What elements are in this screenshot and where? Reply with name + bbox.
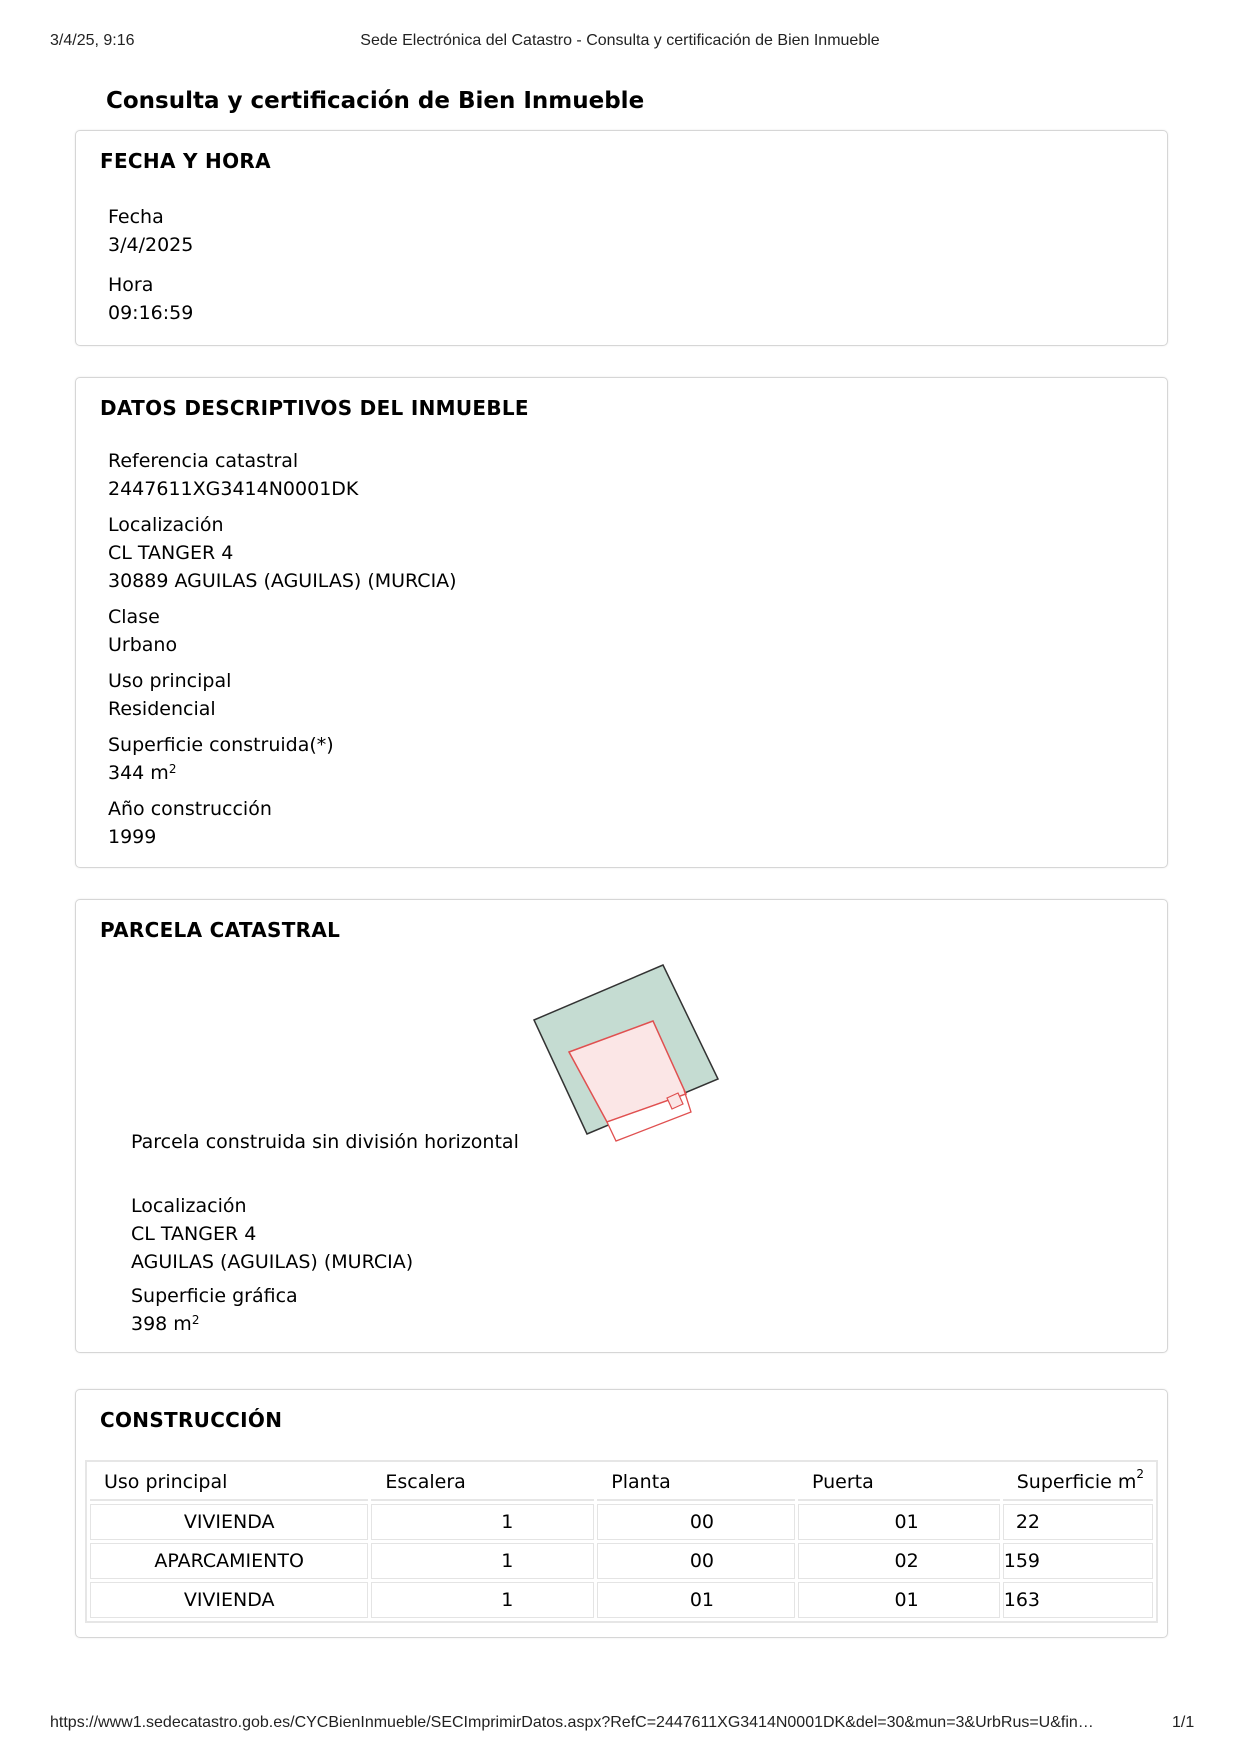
header-uso: Uso principal xyxy=(90,1465,368,1501)
print-datetime: 3/4/25, 9:16 xyxy=(50,32,135,49)
header-superficie xyxy=(1003,1465,1153,1501)
cell-planta: 01 xyxy=(597,1582,795,1618)
header-puerta: Puerta xyxy=(798,1465,1000,1501)
cell-superficie: 22 xyxy=(1003,1504,1153,1540)
hora-label: Hora xyxy=(108,274,154,296)
anio-label: Año construcción xyxy=(108,798,272,820)
parcel-map xyxy=(526,964,806,1164)
referencia-value: 2447611XG3414N0001DK xyxy=(108,478,359,500)
construccion-table xyxy=(85,1460,1158,1623)
print-page-number: 1/1 xyxy=(1172,1714,1195,1731)
parcela-sup-label: Superficie gráfica xyxy=(131,1285,298,1307)
superficie-label: Superficie construida(*) xyxy=(108,734,334,756)
fecha-hora-title: FECHA Y HORA xyxy=(100,149,271,173)
parcela-superficie-field xyxy=(131,1282,298,1338)
cell-puerta: 01 xyxy=(798,1504,1000,1540)
uso-field xyxy=(108,667,231,723)
header-escalera: Escalera xyxy=(371,1465,594,1501)
construccion-title: CONSTRUCCIÓN xyxy=(100,1408,283,1432)
fecha-field xyxy=(108,203,193,259)
construccion-card xyxy=(75,1389,1168,1638)
print-url: https://www1.sedecatastro.gob.es/CYCBienInmueble/SECImprimirDatos.aspx?RefC=2447611XG3414N0001DK&del=30&mun=3&UrbRus=U&fin… xyxy=(50,1714,1094,1731)
cell-escalera: 1 xyxy=(371,1543,594,1579)
cell-superficie: 163 xyxy=(1003,1582,1153,1618)
print-page-title: Sede Electrónica del Catastro - Consulta y certificación de Bien Inmueble xyxy=(360,32,880,49)
fecha-label: Fecha xyxy=(108,206,164,228)
cell-uso: APARCAMIENTO xyxy=(90,1543,368,1579)
superficie-value: 344 m xyxy=(108,762,169,784)
cell-puerta: 01 xyxy=(798,1582,1000,1618)
table-row xyxy=(90,1504,1153,1540)
page-title: Consulta y certificación de Bien Inmueble xyxy=(106,88,645,114)
header-superficie-exponent: 2 xyxy=(1136,1467,1144,1481)
localizacion-label: Localización xyxy=(108,514,224,536)
header-superficie-label: Superficie m xyxy=(1016,1471,1137,1493)
cell-uso: VIVIENDA xyxy=(90,1582,368,1618)
table-row xyxy=(90,1543,1153,1579)
cell-uso: VIVIENDA xyxy=(90,1504,368,1540)
cell-puerta: 02 xyxy=(798,1543,1000,1579)
clase-label: Clase xyxy=(108,606,160,628)
localizacion-field xyxy=(108,511,457,595)
fecha-hora-card xyxy=(75,130,1168,346)
cell-superficie: 159 xyxy=(1003,1543,1153,1579)
table-header-row xyxy=(90,1465,1153,1501)
header-planta: Planta xyxy=(597,1465,795,1501)
parcela-localizacion-field xyxy=(131,1192,413,1276)
parcela-sup-exponent: 2 xyxy=(191,1313,200,1327)
parcela-tipo: Parcela construida sin división horizontal xyxy=(131,1131,519,1153)
parcela-loc-line2: AGUILAS (AGUILAS) (MURCIA) xyxy=(131,1251,414,1273)
cell-planta: 00 xyxy=(597,1504,795,1540)
datos-card xyxy=(75,377,1168,868)
hora-field xyxy=(108,271,193,327)
uso-value: Residencial xyxy=(108,698,216,720)
clase-value: Urbano xyxy=(108,634,178,656)
anio-field xyxy=(108,795,272,851)
parcela-sup-value-line xyxy=(131,1310,298,1338)
parcela-title: PARCELA CATASTRAL xyxy=(100,918,341,942)
localizacion-line1: CL TANGER 4 xyxy=(108,542,234,564)
referencia-label: Referencia catastral xyxy=(108,450,299,472)
cell-planta: 00 xyxy=(597,1543,795,1579)
clase-field xyxy=(108,603,177,659)
superficie-value-line xyxy=(108,759,334,787)
superficie-field xyxy=(108,731,334,787)
parcela-card xyxy=(75,899,1168,1353)
hora-value: 09:16:59 xyxy=(108,302,194,324)
datos-title: DATOS DESCRIPTIVOS DEL INMUEBLE xyxy=(100,396,529,420)
superficie-exponent: 2 xyxy=(168,762,177,776)
fecha-value: 3/4/2025 xyxy=(108,234,194,256)
uso-label: Uso principal xyxy=(108,670,232,692)
cell-escalera: 1 xyxy=(371,1582,594,1618)
anio-value: 1999 xyxy=(108,826,157,848)
referencia-field xyxy=(108,447,358,503)
parcela-loc-label: Localización xyxy=(131,1195,247,1217)
table-row xyxy=(90,1582,1153,1618)
parcela-sup-value: 398 m xyxy=(131,1313,192,1335)
localizacion-line2: 30889 AGUILAS (AGUILAS) (MURCIA) xyxy=(108,570,457,592)
parcela-loc-line1: CL TANGER 4 xyxy=(131,1223,257,1245)
cell-escalera: 1 xyxy=(371,1504,594,1540)
